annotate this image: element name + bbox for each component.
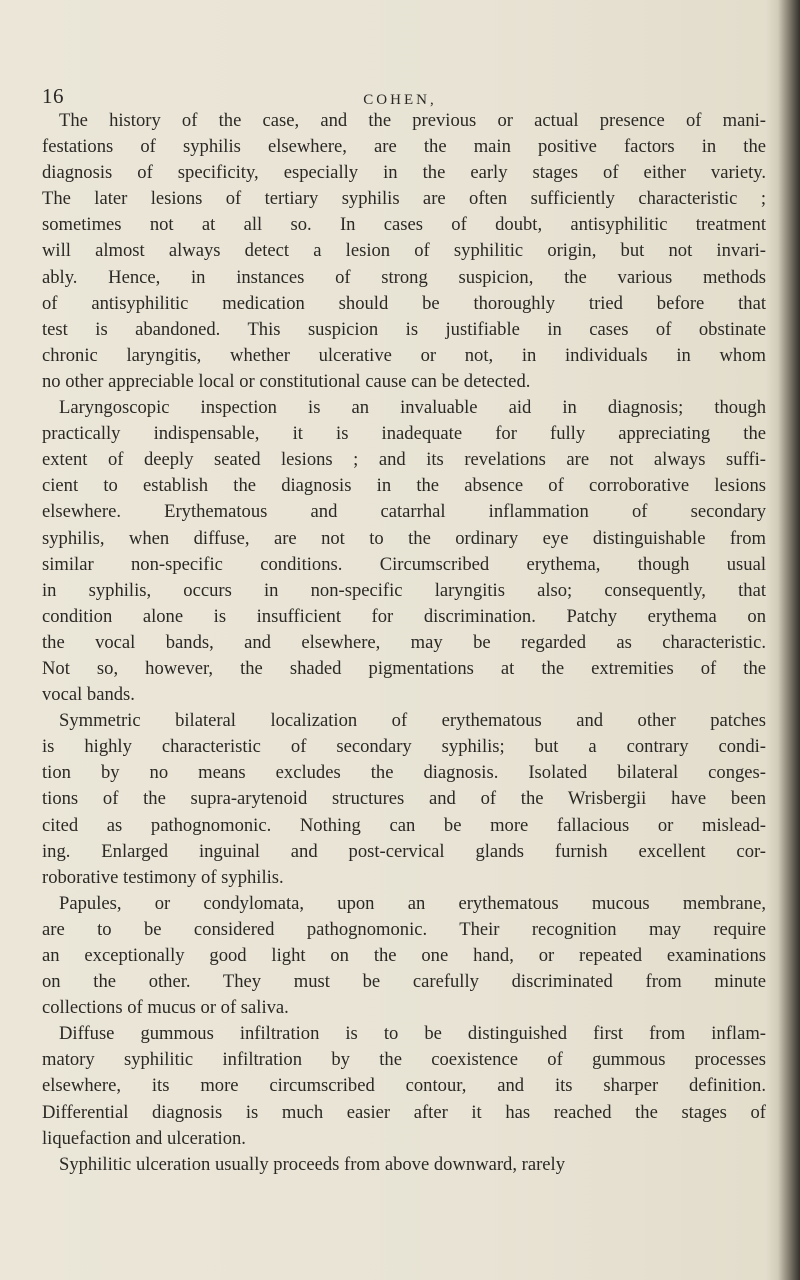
text-line: The history of the case, and the previous or actual presence of mani-: [59, 110, 766, 131]
text-line: tion by no means excludes the diagnosis. Isolated bilateral conges-: [42, 762, 766, 784]
text-line: elsewhere. Erythematous and catarrhal inflammation of secondary: [42, 501, 766, 523]
text-line: Diffuse gummous infiltration is to be distinguished first from inflam-: [59, 1023, 766, 1045]
text-line: test is abandoned. This suspicion is justifiable in cases of obstinate: [42, 318, 766, 340]
text-line: Not so, however, the shaded pigmentations at the extremities of the: [42, 657, 766, 679]
text-line: vocal bands.: [42, 684, 135, 706]
text-line: the vocal bands, and elsewhere, may be regarded as characteristic.: [42, 631, 766, 653]
text-line: cited as pathognomonic. Nothing can be more fallacious or mislead-: [42, 814, 766, 836]
text-line: on the other. They must be carefully discriminated from minute: [42, 971, 766, 993]
text-line: tions of the supra-arytenoid structures and of the Wrisbergii have been: [42, 788, 766, 810]
text-line: elsewhere, its more circumscribed contour, and its sharper definition.: [42, 1075, 766, 1097]
text-line: similar non-specific conditions. Circumscribed erythema, though usual: [42, 553, 766, 575]
text-line: condition alone is insufficient for discrimination. Patchy erythema on: [42, 605, 766, 627]
body-text: [42, 108, 766, 1178]
page-number: 16: [42, 84, 64, 108]
text-line: The later lesions of tertiary syphilis are often sufficiently characteristic ;: [42, 188, 766, 210]
text-line: Symmetric bilateral localization of erythematous and other patches: [59, 710, 766, 732]
text-line: is highly characteristic of secondary syphilis; but a contrary condi-: [42, 736, 766, 758]
text-line: liquefaction and ulceration.: [42, 1127, 246, 1149]
text-line: collections of mucus or of saliva.: [42, 997, 289, 1019]
text-line: are to be considered pathognomonic. Their recognition may require: [42, 918, 766, 940]
text-line: an exceptionally good light on the one hand, or repeated examinations: [42, 945, 766, 966]
text-line: Syphilitic ulceration usually proceeds from above downward, rarely: [59, 1153, 566, 1175]
text-line: Differential diagnosis is much easier after it has reached the stages of: [42, 1101, 766, 1123]
text-line: chronic laryngitis, whether ulcerative or not, in individuals in whom: [42, 344, 766, 366]
text-line: Laryngoscopic inspection is an invaluable aid in diagnosis; though: [59, 397, 766, 419]
text-line: no other appreciable local or constitutional cause can be detected.: [42, 370, 531, 392]
text-line: practically indispensable, it is inadequate for fully appreciating the: [42, 423, 766, 445]
text-line: festations of syphilis elsewhere, are the main positive factors in the: [42, 136, 766, 158]
text-line: extent of deeply seated lesions ; and its revelations are not always suffi-: [42, 449, 766, 471]
text-line: of antisyphilitic medication should be thoroughly tried before that: [42, 292, 766, 314]
text-line: ing. Enlarged inguinal and post-cervical glands furnish excellent cor-: [42, 840, 766, 862]
text-line: will almost always detect a lesion of syphilitic origin, but not invari-: [42, 240, 766, 262]
running-head: COHEN,: [363, 92, 437, 108]
text-line: in syphilis, occurs in non-specific laryngitis also; consequently, that: [42, 579, 766, 601]
text-line: ably. Hence, in instances of strong suspicion, the various methods: [42, 266, 766, 288]
page-edge-shadow: [766, 0, 800, 1280]
text-line: syphilis, when diffuse, are not to the ordinary eye distinguishable from: [42, 527, 766, 549]
text-line: cient to establish the diagnosis in the absence of corroborative lesions: [42, 475, 766, 497]
text-line: Papules, or condylomata, upon an erythematous mucous membrane,: [59, 892, 766, 914]
text-line: diagnosis of specificity, especially in the early stages of either variety.: [42, 162, 766, 184]
text-line: sometimes not at all so. In cases of doubt, antisyphilitic treatment: [42, 214, 766, 236]
text-line: roborative testimony of syphilis.: [42, 866, 284, 888]
text-line: matory syphilitic infiltration by the coexistence of gummous processes: [42, 1049, 766, 1071]
